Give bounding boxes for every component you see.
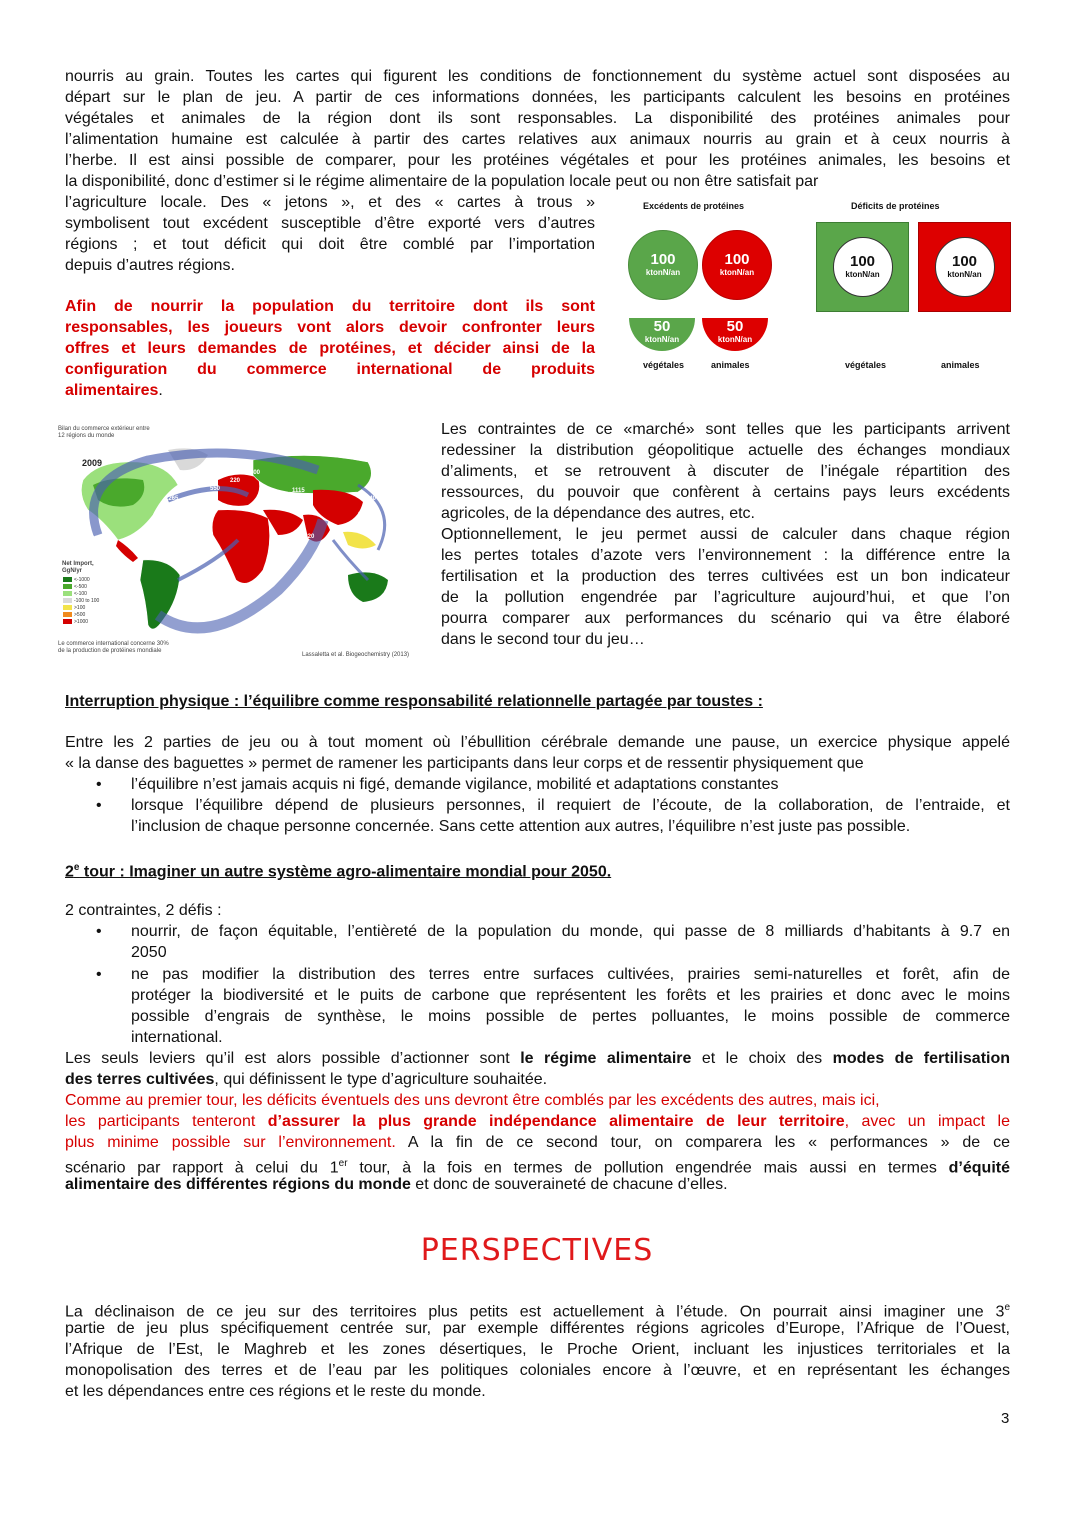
text-line: l’agriculture locale. Des « jetons », et des « cartes à trous »	[65, 194, 595, 211]
text-line: ressources, du pouvoir que confèrent à certains pays leurs excédents	[441, 484, 1010, 501]
list-item-continuation: international.	[131, 1029, 223, 1046]
token-unit: ktonN/an	[717, 335, 753, 344]
list-item-continuation: l’inclusion de chaque personne concernée. Sans cette attention aux autres, l’équilibre n’est juste pas possible.	[131, 818, 911, 835]
token-ani-50	[702, 318, 768, 351]
legend-title-line: Net Import,	[62, 561, 94, 567]
text-line: redessiner la distribution géopolitique actuelle des échanges mondiaux	[441, 442, 1010, 459]
card-value: 100	[951, 253, 978, 270]
legend-label: <-1000	[74, 577, 90, 583]
legend-swatch	[63, 577, 72, 582]
deficit-heading: Déficits de protéines	[851, 201, 940, 211]
text-line: monopolisation des terres et de l’eau par les politiques coloniales encore à l’œuvre, et en représentant les échanges	[65, 1362, 1010, 1379]
token-veg-100	[628, 230, 698, 300]
token-unit: ktonN/an	[719, 268, 755, 277]
text-line: depuis d’autres régions.	[65, 257, 235, 274]
text-line: la disponibilité, donc d’estimer si le régime alimentaire de la population locale peut ou non être satisfait par	[65, 173, 819, 190]
world-map	[58, 440, 418, 645]
text-line: plus minime possible sur l’environnement. A la fin de ce second tour, on comparera les « performances » de ce	[65, 1134, 1010, 1151]
legend-swatch	[63, 619, 72, 624]
bullet: •	[96, 923, 102, 940]
flow-label: 220	[230, 478, 241, 484]
text-line: alimentaire des différentes régions du monde et donc de souveraineté de chacune d’elles.	[65, 1176, 728, 1193]
list-item: lorsque l’équilibre dépend de plusieurs personnes, il requiert de l’écoute, de la collaboration, de l’entraide, et	[131, 797, 1010, 814]
label-vegetales: végétales	[845, 360, 887, 370]
list-item: ne pas modifier la distribution des terres entre surfaces cultivées, prairies semi-naturelles et forêt, afin de	[131, 966, 1010, 983]
bullet: •	[96, 797, 102, 814]
card-value: 100	[849, 253, 876, 270]
card-hole	[833, 237, 893, 297]
text-line: les pertes totales d’azote vers l’environnement : la différence entre la	[441, 547, 1010, 564]
excess-heading: Excédents de protéines	[643, 201, 745, 211]
text-line: « la danse des baguettes » permet de ramener les participants dans leur corps et de ressentir physiquement que	[65, 755, 864, 772]
text-line: agricoles, de la dépendance des autres, etc.	[441, 505, 755, 522]
text-line: d’aliments, et se retrouvent à discuter de l’inégale répartition des	[441, 463, 1010, 480]
flow-label: 575	[176, 524, 187, 530]
flow-label: 400	[250, 470, 261, 476]
flow-label: 840	[366, 496, 377, 502]
text-line: l’alimentation humaine est calculée à partir des cartes relatives aux animaux nourris au grain et à ceux nourris à	[65, 131, 1010, 148]
interruption-heading: Interruption physique : l’équilibre comme responsabilité relationnelle partagée par toustes :	[65, 693, 763, 710]
flow-label: 1060	[88, 536, 102, 542]
text-line: symbolisent tout excédent susceptible d’être exporté vers d’autres	[65, 215, 595, 232]
bullet: •	[96, 776, 102, 793]
legend-swatch	[63, 612, 72, 617]
text-line: nourris au grain. Toutes les cartes qui figurent les conditions de fonctionnement du système actuel sont disposées au	[65, 68, 1010, 85]
perspectives-title: PERSPECTIVES	[420, 1233, 654, 1268]
text-line: Comme au premier tour, les déficits éventuels des uns devront être comblés par les excédents des autres, mais ici,	[65, 1092, 880, 1109]
text-line: des terres cultivées, qui définissent le type d’agriculture souhaitée.	[65, 1071, 548, 1088]
text-line: offres et leurs demandes de protéines, et décider ainsi de la	[65, 340, 595, 357]
flow-label: 980	[198, 500, 209, 506]
text-line: responsables, les joueurs vont alors devoir confronter leurs	[65, 319, 595, 336]
legend-title	[62, 561, 94, 575]
text-line: les participants tenteront d’assurer la plus grande indépendance alimentaire de leur territoire, avec un impact le	[65, 1113, 1010, 1130]
label-animales: animales	[711, 360, 750, 370]
text-line: régions ; et tout déficit qui doit être comblé par l’importation	[65, 236, 595, 253]
map-title	[58, 426, 150, 440]
map-caption	[58, 641, 169, 655]
flow-label: 185	[120, 576, 131, 582]
flow-label: 1320	[301, 534, 315, 540]
map-year: 2009	[82, 458, 103, 468]
card-ani-100	[918, 222, 1011, 312]
card-unit: ktonN/an	[845, 270, 880, 279]
text-line: pourra comparer aux performances du scénario qui va être élaboré	[441, 610, 1010, 627]
legend-swatch	[63, 591, 72, 596]
legend-swatch	[63, 584, 72, 589]
text-line: 2 contraintes, 2 défis :	[65, 902, 222, 919]
flow-label: 550	[210, 486, 221, 492]
card-unit: ktonN/an	[947, 270, 982, 279]
text-line: et les dépendances entre ces régions et le reste du monde.	[65, 1383, 486, 1400]
flow-label: 1115	[292, 488, 305, 494]
token-unit: ktonN/an	[645, 268, 681, 277]
list-item: nourrir, de façon équitable, l’entièreté de la population du monde, qui passe de 8 milliards d’habitants à 9.7 en	[131, 923, 1010, 940]
text-line: partie de jeu plus spécifiquement centrée sur, par exemple différentes régions agricoles d’Europe, l’Afrique de l’Ouest,	[65, 1320, 1010, 1337]
text-line: Entre les 2 parties de jeu ou à tout moment où l’ébullition cérébrale demande une pause, un exercice physique appelé	[65, 734, 1010, 751]
token-value: 100	[724, 251, 750, 268]
text-line: l’Afrique de l’Est, le Maghreb et les zones désertiques, le Proche Orient, incluant les injustices territoriales et la	[65, 1341, 1010, 1358]
token-veg-50	[629, 318, 695, 351]
card-hole	[935, 237, 995, 297]
text-line: départ sur le plan de jeu. A partir de ces informations données, les participants calculent les besoins en protéines	[65, 89, 1010, 106]
legend-label: <-100	[74, 591, 87, 597]
token-value: 100	[650, 251, 676, 268]
flow-label: 2265	[165, 496, 179, 502]
legend-label: <-500	[74, 584, 87, 590]
text-line: Afin de nourrir la population du territoire dont ils sont	[65, 298, 595, 315]
legend-label: -100 to 100	[74, 598, 100, 604]
map-title-line: 12 régions du monde	[58, 433, 115, 439]
legend-swatch	[63, 598, 72, 603]
map-title-line: Bilan du commerce extérieur entre	[58, 426, 150, 432]
text-line: alimentaires.	[65, 382, 163, 399]
second-tour-heading: 2e tour : Imaginer un autre système agro-alimentaire mondial pour 2050.	[65, 862, 612, 881]
list-item-continuation: 2050	[131, 944, 167, 961]
text-line: fertilisation et la production des terres cultivées est un bon indicateur	[441, 568, 1010, 585]
token-unit: ktonN/an	[644, 335, 680, 344]
legend-label: >100	[74, 605, 86, 611]
bullet: •	[96, 966, 102, 983]
text-line: l’herbe. Il est ainsi possible de comparer, pour les protéines végétales et pour les protéines animales, les besoins et	[65, 152, 1010, 169]
label-animales: animales	[941, 360, 980, 370]
map-caption-line: Le commerce international concerne 30%	[58, 641, 169, 647]
text-line: de la pollution engendrée par l’agriculture aujourd’hui, et que l’on	[441, 589, 1010, 606]
list-item-continuation: protéger la biodiversité et le puits de carbone que représentent les forêts et les prairies et donc avec le moins	[131, 987, 1010, 1004]
legend-label: >500	[74, 612, 86, 618]
token-value: 50	[653, 318, 671, 335]
text-line: Les contraintes de ce «marché» sont telles que les participants arrivent	[441, 421, 1010, 438]
text-line: végétales et animales de la région dont ils sont responsables. La disponibilité des protéines animales pour	[65, 110, 1010, 127]
flow-label: 110	[350, 522, 360, 528]
token-ani-100	[702, 230, 772, 300]
flow-label: 430	[182, 513, 193, 519]
map-credit: Lassaletta et al. Biogeochemistry (2013)	[302, 652, 410, 658]
text-line: Optionnellement, le jeu permet aussi de calculer dans chaque région	[441, 526, 1010, 543]
text-line: Les seuls leviers qu’il est alors possible d’actionner sont le régime alimentaire et le choix des modes de fertilisation	[65, 1050, 1011, 1067]
list-item-continuation: possible d’engrais de synthèse, le moins possible de pertes polluantes, le moins possible de commerce	[131, 1008, 1010, 1025]
map-caption-line: de la production de protéines mondiale	[58, 648, 162, 654]
text-line: La déclinaison de ce jeu sur des territoires plus petits est actuellement à l’étude. On pourrait ainsi imaginer une 3e	[65, 1302, 1010, 1321]
list-item: l’équilibre n’est jamais acquis ni figé, demande vigilance, mobilité et adaptations constantes	[131, 776, 779, 793]
text-line: scénario par rapport à celui du 1er tour, à la fois en termes de pollution engendrée mais aussi en termes d’équité	[65, 1158, 1010, 1177]
legend-swatch	[63, 605, 72, 610]
text-line: dans le second tour du jeu…	[441, 631, 645, 648]
label-vegetales: végétales	[643, 360, 685, 370]
legend-label: >1000	[74, 619, 89, 625]
token-value: 50	[726, 318, 744, 335]
legend-title-line: GgN/yr	[62, 568, 83, 574]
flow-label: 260	[358, 512, 369, 518]
text-line: configuration du commerce international de produits	[65, 361, 595, 378]
page-number: 3	[1001, 1410, 1010, 1427]
card-veg-100	[816, 222, 909, 312]
